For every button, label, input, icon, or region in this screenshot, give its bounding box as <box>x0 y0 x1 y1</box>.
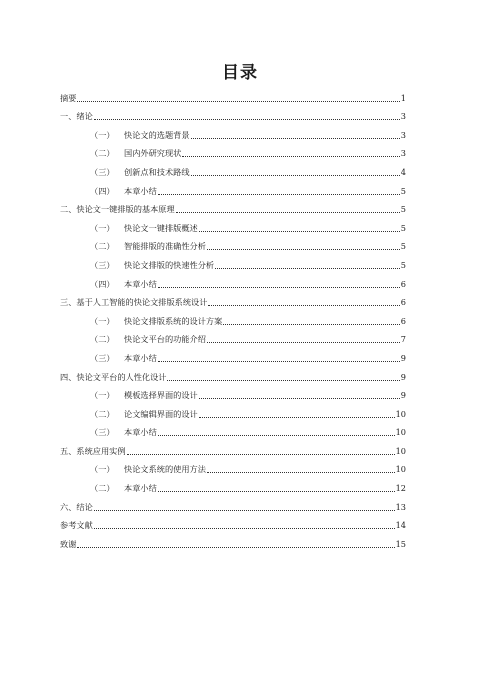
toc-entry-number: （三） <box>90 259 115 270</box>
toc-entry-number: （二） <box>90 483 115 494</box>
toc-page-number: 10 <box>395 408 406 419</box>
toc-page-number: 6 <box>400 278 406 289</box>
toc-entry-title: 快论文平台的人性化设计 <box>76 371 167 382</box>
toc-dot-leader <box>158 194 400 195</box>
toc-dot-leader <box>176 212 400 213</box>
toc-subsection-entry[interactable] <box>60 159 406 178</box>
toc-dot-leader <box>94 510 395 511</box>
toc-section-entry[interactable] <box>60 104 406 123</box>
toc-entry-number: （三） <box>90 166 115 177</box>
toc-page-number: 9 <box>400 352 406 363</box>
toc-entry-number: （四） <box>90 278 115 289</box>
toc-subsection-entry[interactable] <box>60 141 406 160</box>
toc-dot-leader <box>127 454 395 455</box>
toc-entry-title: 创新点和技术路线 <box>124 166 190 177</box>
toc-entry-title: 致谢 <box>60 538 77 549</box>
toc-entry-title: 本章小结 <box>124 352 157 363</box>
toc-entry-title: 本章小结 <box>124 278 157 289</box>
toc-entry-title: 结论 <box>76 501 93 512</box>
toc-page-number: 5 <box>400 222 406 233</box>
toc-entry-number: （一） <box>90 222 115 233</box>
table-of-contents <box>60 85 406 550</box>
toc-entry-title: 快论文一键排版概述 <box>124 222 198 233</box>
toc-entry-title: 绪论 <box>76 111 93 122</box>
toc-entry-number: （二） <box>90 408 115 419</box>
toc-entry-number: （一） <box>90 315 115 326</box>
toc-section-entry[interactable] <box>60 85 406 104</box>
toc-entry-number: （二） <box>90 334 115 345</box>
toc-dot-leader <box>158 361 400 362</box>
toc-section-entry[interactable] <box>60 364 406 383</box>
toc-entry-title: 国内外研究现状 <box>124 148 182 159</box>
toc-subsection-entry[interactable] <box>60 215 406 234</box>
toc-dot-leader <box>215 268 400 269</box>
toc-page-number: 10 <box>395 445 406 456</box>
toc-dot-leader <box>77 547 394 548</box>
toc-section-entry[interactable] <box>60 290 406 309</box>
toc-page-number: 9 <box>400 371 406 382</box>
toc-entry-number: （四） <box>90 185 115 196</box>
toc-entry-title: 快论文排版系统的设计方案 <box>124 315 223 326</box>
toc-subsection-entry[interactable] <box>60 475 406 494</box>
toc-entry-title: 智能排版的准确性分析 <box>124 241 206 252</box>
toc-entry-title: 快论文一键排版的基本原理 <box>76 204 175 215</box>
toc-page-number: 12 <box>395 483 406 494</box>
toc-entry-title: 本章小结 <box>124 427 157 438</box>
toc-entry-title: 参考文献 <box>60 520 93 531</box>
toc-entry-number: （二） <box>90 241 115 252</box>
toc-page-number: 15 <box>395 538 406 549</box>
toc-entry-number: （一） <box>90 390 115 401</box>
toc-section-entry[interactable] <box>60 513 406 532</box>
toc-subsection-entry[interactable] <box>60 383 406 402</box>
toc-entry-number: 二、 <box>60 204 77 215</box>
toc-page-number: 5 <box>400 204 406 215</box>
toc-page-number: 6 <box>400 297 406 308</box>
toc-subsection-entry[interactable] <box>60 178 406 197</box>
toc-entry-number: （一） <box>90 464 115 475</box>
toc-dot-leader <box>158 435 395 436</box>
toc-page-number: 14 <box>395 520 406 531</box>
toc-page-number: 3 <box>400 129 406 140</box>
toc-subsection-entry[interactable] <box>60 345 406 364</box>
toc-entry-title: 快论文平台的功能介绍 <box>124 334 206 345</box>
toc-dot-leader <box>199 398 400 399</box>
toc-dot-leader <box>207 342 400 343</box>
toc-page-number: 7 <box>400 334 406 345</box>
toc-subsection-entry[interactable] <box>60 234 406 253</box>
toc-subsection-entry[interactable] <box>60 457 406 476</box>
toc-entry-number: 六、 <box>60 501 77 512</box>
toc-dot-leader <box>191 175 400 176</box>
toc-entry-title: 模板选择界面的设计 <box>124 390 198 401</box>
toc-entry-title: 本章小结 <box>124 185 157 196</box>
toc-subsection-entry[interactable] <box>60 420 406 439</box>
toc-entry-title: 本章小结 <box>124 483 157 494</box>
toc-page-number: 1 <box>400 92 406 103</box>
toc-subsection-entry[interactable] <box>60 401 406 420</box>
toc-dot-leader <box>207 249 400 250</box>
toc-dot-leader <box>199 417 395 418</box>
toc-entry-number: （一） <box>90 129 115 140</box>
toc-entry-number: 三、 <box>60 297 77 308</box>
toc-subsection-entry[interactable] <box>60 122 406 141</box>
toc-entry-number: （二） <box>90 148 115 159</box>
toc-entry-title: 论文编辑界面的设计 <box>124 408 198 419</box>
toc-section-entry[interactable] <box>60 438 406 457</box>
toc-entry-number: （三） <box>90 352 115 363</box>
toc-dot-leader <box>158 287 400 288</box>
toc-dot-leader <box>167 380 399 381</box>
toc-page-number: 4 <box>400 166 406 177</box>
toc-entry-number: 五、 <box>60 445 77 456</box>
toc-dot-leader <box>77 101 399 102</box>
toc-dot-leader <box>158 491 395 492</box>
toc-section-entry[interactable] <box>60 197 406 216</box>
toc-entry-number: 四、 <box>60 371 77 382</box>
toc-entry-title: 快论文系统的使用方法 <box>124 464 206 475</box>
toc-entry-title: 系统应用实例 <box>76 445 126 456</box>
toc-page-number: 3 <box>400 111 406 122</box>
toc-page-number: 6 <box>400 315 406 326</box>
toc-page-number: 5 <box>400 241 406 252</box>
toc-dot-leader <box>94 119 400 120</box>
toc-subsection-entry[interactable] <box>60 308 406 327</box>
toc-entry-number: 一、 <box>60 111 77 122</box>
toc-subsection-entry[interactable] <box>60 252 406 271</box>
toc-title: 目录 <box>222 63 258 83</box>
toc-subsection-entry[interactable] <box>60 327 406 346</box>
toc-page-number: 3 <box>400 148 406 159</box>
toc-page-number: 5 <box>400 259 406 270</box>
toc-page-number: 13 <box>395 501 406 512</box>
toc-entry-title: 基于人工智能的快论文排版系统设计 <box>76 297 208 308</box>
toc-entry-number: （三） <box>90 427 115 438</box>
toc-page-number: 5 <box>400 185 406 196</box>
toc-subsection-entry[interactable] <box>60 271 406 290</box>
toc-dot-leader <box>208 305 399 306</box>
toc-section-entry[interactable] <box>60 531 406 550</box>
toc-dot-leader <box>199 231 400 232</box>
toc-page-number: 10 <box>395 427 406 438</box>
toc-entry-title: 快论文排版的快速性分析 <box>124 259 215 270</box>
toc-dot-leader <box>207 472 395 473</box>
toc-dot-leader <box>94 528 395 529</box>
toc-dot-leader <box>191 138 400 139</box>
toc-entry-title: 快论文的选题背景 <box>124 129 190 140</box>
toc-dot-leader <box>223 324 400 325</box>
toc-dot-leader <box>182 156 399 157</box>
toc-page-number: 9 <box>400 390 406 401</box>
toc-page-number: 10 <box>395 464 406 475</box>
toc-entry-title: 摘要 <box>60 92 77 103</box>
toc-section-entry[interactable] <box>60 494 406 513</box>
